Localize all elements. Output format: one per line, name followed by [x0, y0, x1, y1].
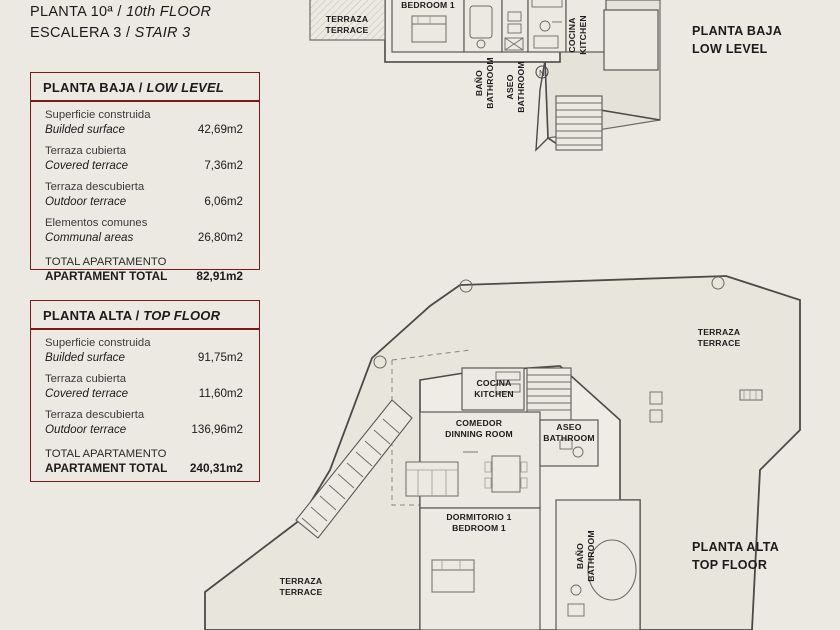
- top-title-es: PLANTA ALTA /: [43, 308, 140, 323]
- room-en: KITCHEN: [578, 15, 588, 55]
- room-es: COCINA: [567, 17, 577, 53]
- room-es: COMEDOR: [455, 418, 503, 428]
- room-label-terraza-top-right: [680, 327, 758, 349]
- total-label-es: TOTAL APARTAMENTO: [45, 447, 167, 460]
- areas-table-low-level: [30, 72, 260, 283]
- room-es: DORMITORIO 1: [446, 512, 512, 522]
- room-en: BATHROOM: [516, 61, 526, 113]
- row-label-en: Communal areas: [45, 230, 134, 244]
- row-label-en: Outdoor terrace: [45, 194, 127, 208]
- row-value: 42,69m2: [197, 122, 243, 136]
- table-row: [45, 144, 249, 173]
- row-label-es: Terraza descubierta: [45, 180, 145, 193]
- table-total-row: [31, 252, 259, 284]
- plan-caption-top-es: PLANTA ALTA: [692, 540, 780, 554]
- total-label-en: APARTAMENT TOTAL: [45, 268, 168, 283]
- room-en: KITCHEN: [474, 389, 514, 399]
- room-label-aseo-top: [538, 422, 600, 444]
- room-en: TERRACE: [697, 338, 741, 348]
- table-total-row: [31, 444, 259, 476]
- room-es: BAÑO: [575, 542, 585, 570]
- plan-caption-low-es: PLANTA BAJA: [692, 24, 783, 38]
- room-label-cocina-top: [462, 378, 526, 400]
- room-label-dormitorio-top: [418, 512, 540, 534]
- row-value: 7,36m2: [204, 158, 243, 172]
- plan-caption-top-floor: [692, 538, 779, 574]
- row-label-es: Superficie construida: [45, 108, 151, 121]
- table-row: [45, 108, 249, 137]
- plan-caption-low-en: LOW LEVEL: [692, 42, 768, 56]
- room-es: COCINA: [476, 378, 512, 388]
- table-row: [45, 372, 249, 401]
- row-label-es: Superficie construida: [45, 336, 151, 349]
- row-value: 136,96m2: [191, 422, 243, 436]
- room-es: ASEO: [505, 74, 515, 100]
- row-label-en: Outdoor terrace: [45, 422, 127, 436]
- title-line1-es: PLANTA 10ª /: [30, 4, 122, 20]
- table-row: [45, 336, 249, 365]
- room-en: BATHROOM: [586, 530, 596, 582]
- areas-table-top-floor: [30, 300, 260, 482]
- plan-caption-top-en: TOP FLOOR: [692, 558, 768, 572]
- row-value: 91,75m2: [197, 350, 243, 364]
- room-label-cocina-low: [567, 5, 589, 65]
- row-label-es: Terraza cubierta: [45, 372, 126, 385]
- room-es: BAÑO: [474, 69, 484, 97]
- row-value: 26,80m2: [197, 230, 243, 244]
- areas-table-top-floor-title: [31, 301, 259, 328]
- row-label-es: Terraza cubierta: [45, 144, 126, 157]
- title-line2-en: STAIR 3: [134, 25, 191, 41]
- total-label-es: TOTAL APARTAMENTO: [45, 255, 167, 268]
- room-en: TERRACE: [279, 587, 323, 597]
- room-label-bano-low: [474, 51, 496, 115]
- row-label-es: Elementos comunes: [45, 216, 148, 229]
- row-value: 11,60m2: [198, 386, 243, 400]
- room-es: TERRAZA: [279, 576, 323, 586]
- low-title-en: LOW LEVEL: [146, 80, 225, 95]
- title-line1-en: 10th FLOOR: [126, 4, 212, 20]
- room-es: TERRAZA: [325, 14, 369, 24]
- title-line2-es: ESCALERA 3 /: [30, 25, 131, 41]
- room-es: TERRAZA: [697, 327, 741, 337]
- plan-caption-low-level: [692, 22, 782, 58]
- room-label-terraza-top-left: [262, 576, 340, 598]
- top-title-en: TOP FLOOR: [143, 308, 221, 323]
- room-es: ASEO: [556, 422, 582, 432]
- room-label-aseo-low: [505, 57, 527, 117]
- page-title: [30, 2, 211, 44]
- table-row: [45, 216, 249, 245]
- svg-text:N: N: [539, 69, 545, 78]
- room-label-terraza-low: [312, 14, 382, 36]
- table-row: [45, 408, 249, 437]
- room-en: TERRACE: [325, 25, 369, 35]
- room-label-bedroom-low: [392, 0, 464, 11]
- row-label-en: Builded surface: [45, 350, 125, 364]
- row-label-en: Covered terrace: [45, 386, 129, 400]
- row-label-en: Builded surface: [45, 122, 125, 136]
- areas-table-low-level-title: [31, 73, 259, 100]
- row-label-en: Covered terrace: [45, 158, 129, 172]
- room-label-bano-top: [575, 524, 597, 588]
- table-row: [45, 180, 249, 209]
- room-en: BATHROOM: [543, 433, 595, 443]
- room-en: BATHROOM: [485, 57, 495, 109]
- total-label-en: APARTAMENT TOTAL: [45, 460, 168, 475]
- row-label-es: Terraza descubierta: [45, 408, 145, 421]
- room-en: DINNING ROOM: [445, 429, 513, 439]
- low-title-es: PLANTA BAJA /: [43, 80, 143, 95]
- room-es: BEDROOM 1: [401, 0, 455, 10]
- total-value: 82,91m2: [196, 268, 243, 283]
- room-en: BEDROOM 1: [452, 523, 506, 533]
- room-label-comedor-top: [418, 418, 540, 440]
- row-value: 6,06m2: [204, 194, 243, 208]
- total-value: 240,31m2: [189, 460, 243, 475]
